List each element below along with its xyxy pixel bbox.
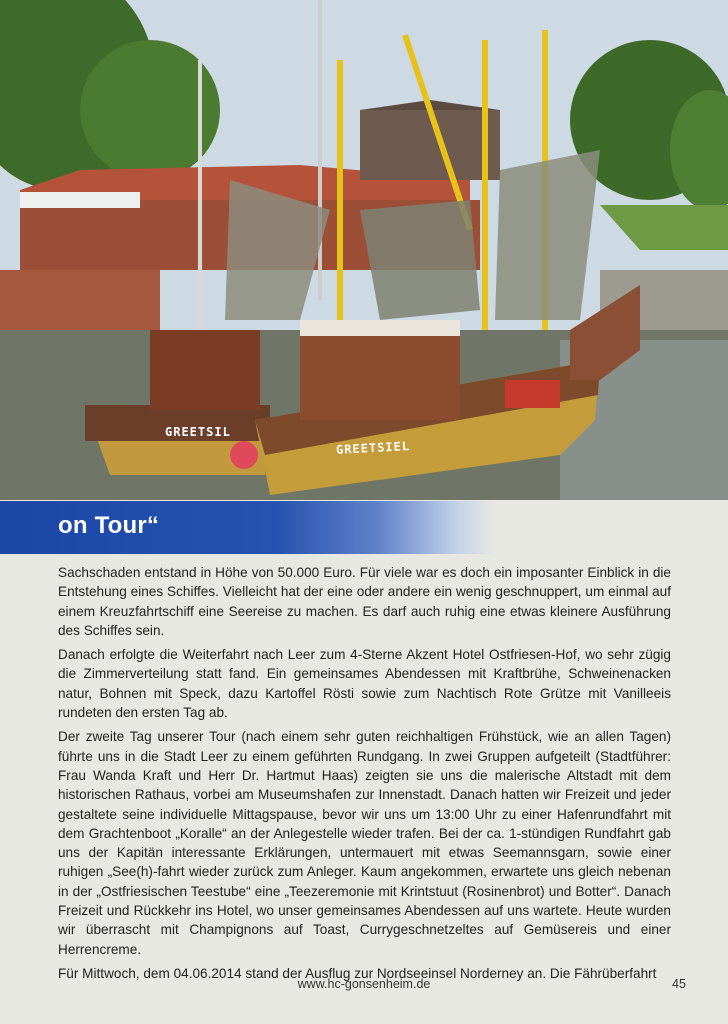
article-paragraph-3: Der zweite Tag unserer Tour (nach einem sehr guten reichhaltigen Frühstück, wie an allen Tagen) führte uns in die Stadt Leer zu einem geführten Rundgang. In zwei Gruppen aufgeteilt (Stadtführer: Frau Wanda Kraft und Herr Dr. Hartmut Haas) zeigten sie uns die malerische Altstadt mit dem historischen Rathaus, vorbei am Museumshafen zur Innenstadt. Danach hatten wir Freizeit und jeder gestaltete seine individuelle Mittagspause, bevor wir uns um 13:00 Uhr zu einer Hafenrundfahrt mit dem Grachtenboot „Koralle“ an der Anlegestelle wieder trafen. Bei der ca. 1-stündigen Rundfahrt gab uns der Kapitän interessante Erklärungen, untermauert mit etwas Seemannsgarn, sowie einer ruhigen „See(h)-fahrt wieder zurück zum Anleger. Kaum angekommen, erwartete uns gleich nebenan in der „Ostfriesischen Teestube“ eine „Teezeremonie mit Krintstuut (Rosinenbrot) und Botter“. Danach Freizeit und Rückkehr ins Hotel, wo unser gemeinsames Abendessen auf uns wartete. Heute wurden wir überrascht mit Champignons auf Toast, Currygeschnetzeltes auf Gemüsereis und einer Herrencreme. <box>58 729 671 957</box>
article-paragraph-2: Danach erfolgte die Weiterfahrt nach Leer zum 4-Sterne Akzent Hotel Ostfriesen-Hof, wo sehr zügig die Zimmerverteilung statt fand. Ein gemeinsames Abendessen mit Kraftbrühe, Schweinenacken natur, Bohnen mit Speck, dazu Kartoffel Rösti sowie zum Nachtisch Rote Grütze mit Vanilleeis rundeten den ersten Tag ab. <box>58 647 671 721</box>
page-title: on Tour“ <box>58 512 160 539</box>
boat-right-name: GREETSIEL <box>335 439 411 457</box>
harbor-photo <box>0 0 728 500</box>
boat-left-name: GREETSIL <box>165 425 231 439</box>
page-number: 45 <box>672 977 686 991</box>
article-body <box>58 563 671 988</box>
footer-url[interactable]: www.hc-gonsenheim.de <box>297 977 431 991</box>
article-paragraph-4: Für Mittwoch, dem 04.06.2014 stand der Ausflug zur Nordseeinsel Norderney an. Die Fährüberfahrt <box>58 965 657 981</box>
article-paragraph-1: Sachschaden entstand in Höhe von 50.000 Euro. Für viele war es doch ein imposanter Einblick in die Entstehung eines Schiffes. Vielleicht hat der eine oder andere ein wenig geschnuppert, um einmal auf einem Kreuzfahrtschiff eine Seereise zu machen. Es darf auch ruhig eine etwas kleinere Ausführung des Schiffes sein. <box>58 565 671 638</box>
